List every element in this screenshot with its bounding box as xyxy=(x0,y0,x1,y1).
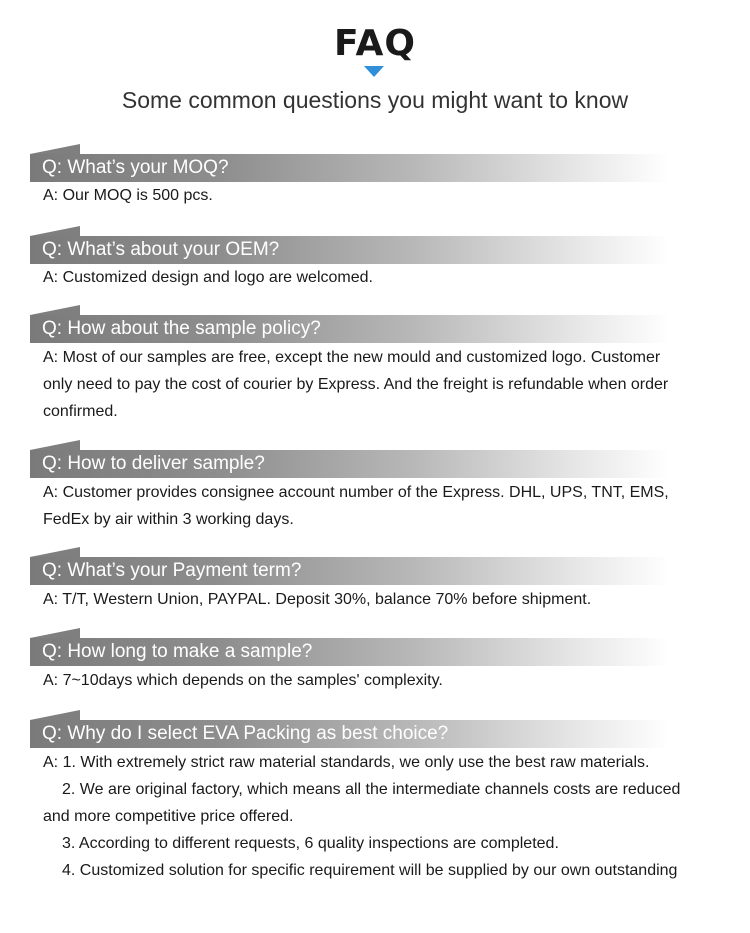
answer-line: 4. Customized solution for specific requirement will be supplied by our own outstanding xyxy=(62,862,678,879)
answer-line: A: 7~10days which depends on the samples' complexity. xyxy=(43,672,443,689)
question-tab-decoration xyxy=(30,305,80,315)
answer-line: A: 1. With extremely strict raw material standards, we only use the best raw materials. xyxy=(43,754,650,771)
question-tab-decoration xyxy=(30,710,80,720)
page-subtitle: Some common questions you might want to know xyxy=(121,87,629,113)
answer-line: FedEx by air within 3 working days. xyxy=(43,511,294,528)
question-tab-decoration xyxy=(30,226,80,236)
question-tab-decoration xyxy=(30,547,80,557)
question-text: Q: What’s your MOQ? xyxy=(42,157,229,178)
answer-line: A: T/T, Western Union, PAYPAL. Deposit 30%, balance 70% before shipment. xyxy=(43,591,592,608)
question-text: Q: How to deliver sample? xyxy=(42,453,265,474)
answer-text xyxy=(43,479,733,533)
question-text: Q: How about the sample policy? xyxy=(42,318,321,339)
answer-text xyxy=(43,182,733,209)
answer-line: A: Most of our samples are free, except the new mould and customized logo. Customer xyxy=(43,349,661,366)
answer-line: A: Customized design and logo are welcomed. xyxy=(43,269,373,286)
question-text: Q: What’s your Payment term? xyxy=(42,560,302,581)
question-text: Q: Why do I select EVA Packing as best choice? xyxy=(42,723,449,744)
answer-text xyxy=(43,667,733,694)
answer-line: and more competitive price offered. xyxy=(43,808,294,825)
answer-text xyxy=(43,344,733,425)
answer-text xyxy=(43,749,733,884)
question-text: Q: How long to make a sample? xyxy=(42,641,313,662)
answer-text xyxy=(43,586,733,613)
answer-line: 2. We are original factory, which means all the intermediate channels costs are reduced xyxy=(62,781,681,798)
question-text: Q: What’s about your OEM? xyxy=(42,239,280,260)
answer-line: A: Our MOQ is 500 pcs. xyxy=(43,187,213,204)
answer-line: confirmed. xyxy=(43,403,118,420)
answer-line: only need to pay the cost of courier by Express. And the freight is refundable when order xyxy=(43,376,669,393)
question-tab-decoration xyxy=(30,628,80,638)
page-title: FAQ xyxy=(334,23,416,64)
down-arrow-icon xyxy=(364,66,384,77)
question-tab-decoration xyxy=(30,144,80,154)
answer-text xyxy=(43,264,733,291)
answer-line: 3. According to different requests, 6 quality inspections are completed. xyxy=(62,835,559,852)
answer-line: A: Customer provides consignee account number of the Express. DHL, UPS, TNT, EMS, xyxy=(43,484,669,501)
question-tab-decoration xyxy=(30,440,80,450)
